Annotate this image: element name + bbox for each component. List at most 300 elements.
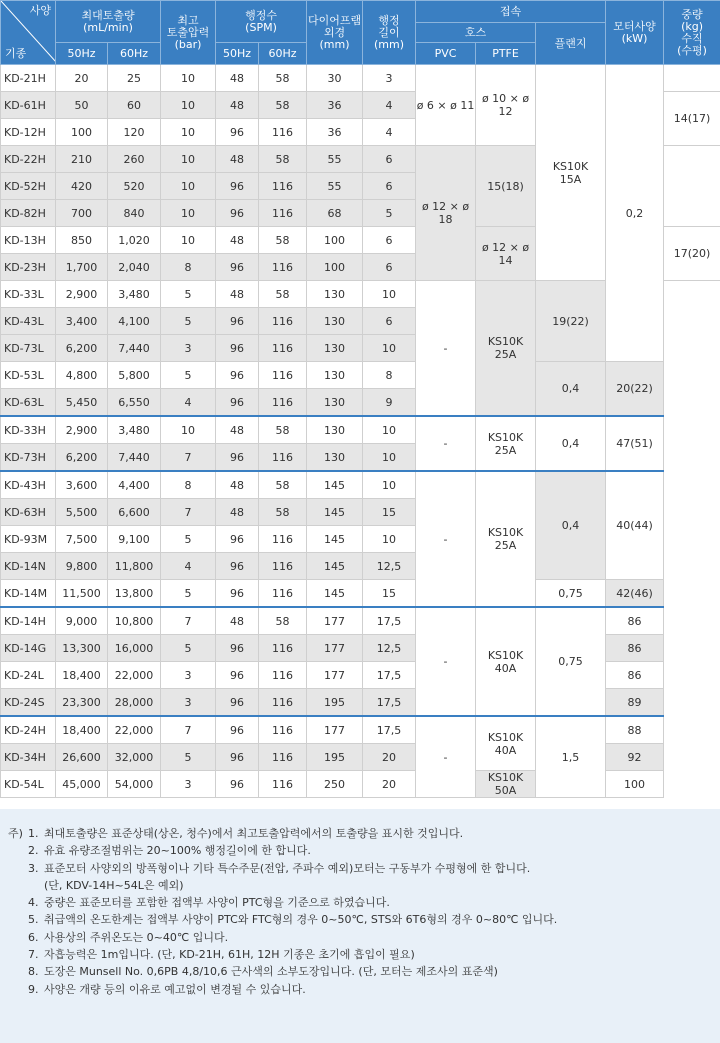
flange-cell: KS10K 40A — [476, 607, 536, 716]
table-row — [1, 607, 720, 635]
note-number: 2. — [28, 844, 39, 858]
s50-cell: 96 — [216, 580, 259, 608]
dia-cell: 195 — [307, 689, 363, 717]
weight-cell: 86 — [606, 607, 664, 635]
bar-cell: 10 — [161, 65, 216, 92]
len-cell: 6 — [363, 308, 416, 335]
dia-cell: 130 — [307, 416, 363, 444]
q50-cell: 100 — [56, 119, 108, 146]
notes-lead: 주) — [8, 827, 23, 840]
motor-header: 모터사양 (kW) — [606, 1, 664, 65]
q50-cell: 18,400 — [56, 716, 108, 744]
model-cell: KD-24S — [1, 689, 56, 717]
s50-cell: 96 — [216, 308, 259, 335]
s50-cell: 48 — [216, 65, 259, 92]
model-cell: KD-61H — [1, 92, 56, 119]
model-cell: KD-13H — [1, 227, 56, 254]
s60-cell: 58 — [259, 281, 307, 308]
q50-cell: 18,400 — [56, 662, 108, 689]
diaphragm-header: 다이어프램 외경 (mm) — [307, 1, 363, 65]
hose-header: 호스 — [416, 23, 536, 43]
q50-cell: 45,000 — [56, 771, 108, 798]
s60-cell: 116 — [259, 308, 307, 335]
dia-cell: 177 — [307, 635, 363, 662]
len-cell: 20 — [363, 744, 416, 771]
corner-top-label: 사양 — [29, 4, 51, 17]
s50-cell: 96 — [216, 254, 259, 281]
motor-cell: 0,75 — [536, 607, 606, 716]
dia-cell: 130 — [307, 389, 363, 417]
len-cell: 10 — [363, 471, 416, 499]
motor-cell: 0,2 — [606, 65, 664, 362]
len-cell: 6 — [363, 146, 416, 173]
s60-cell: 116 — [259, 200, 307, 227]
motor-cell: 0,4 — [536, 416, 606, 471]
q60-cell: 32,000 — [108, 744, 161, 771]
flange-cell: KS10K 15A — [536, 65, 606, 281]
s50-header: 50Hz — [216, 43, 259, 65]
q50-cell: 5,500 — [56, 499, 108, 526]
dia-cell: 145 — [307, 553, 363, 580]
note-number: 1. — [28, 827, 39, 840]
len-cell: 12,5 — [363, 553, 416, 580]
flange-cell: KS10K 25A — [476, 471, 536, 607]
s50-cell: 96 — [216, 200, 259, 227]
q50-cell: 4,800 — [56, 362, 108, 389]
q50-cell: 6,200 — [56, 335, 108, 362]
table-row — [1, 662, 720, 689]
s60-cell: 58 — [259, 146, 307, 173]
motor-cell: 0,4 — [536, 362, 606, 417]
s50-cell: 96 — [216, 526, 259, 553]
bar-cell: 5 — [161, 635, 216, 662]
note-text: 최대토출량은 표준상태(상온, 청수)에서 최고토출압력에서의 토출량을 표시한 것입니다. — [44, 827, 464, 840]
note-text: 표준모터 사양외의 방폭형이나 기타 특수주문(전압, 주파수 예외)모터는 구동부가 수평형에 한 합니다. — [44, 861, 531, 875]
bar-cell: 3 — [161, 771, 216, 798]
q50-cell: 700 — [56, 200, 108, 227]
flange-cell: KS10K 50A — [476, 771, 536, 798]
notes-section — [0, 809, 720, 1043]
motor-cell: 1,5 — [536, 716, 606, 798]
len-cell: 17,5 — [363, 689, 416, 717]
note-text: 사양은 개량 등의 이유로 예고없이 변경될 수 있습니다. — [44, 982, 306, 996]
dia-cell: 36 — [307, 92, 363, 119]
model-cell: KD-33H — [1, 416, 56, 444]
note-item — [8, 981, 712, 998]
s60-cell: 116 — [259, 716, 307, 744]
q60-cell: 5,800 — [108, 362, 161, 389]
len-cell: 20 — [363, 771, 416, 798]
bar-cell: 5 — [161, 281, 216, 308]
max-discharge-header: 최대토출량 (mL/min) — [56, 1, 161, 43]
dia-cell: 145 — [307, 526, 363, 553]
ptfe-header: PTFE — [476, 43, 536, 65]
s50-cell: 96 — [216, 635, 259, 662]
q50-cell: 210 — [56, 146, 108, 173]
s50-cell: 96 — [216, 662, 259, 689]
bar-cell: 3 — [161, 689, 216, 717]
bar-cell: 8 — [161, 254, 216, 281]
s50-cell: 96 — [216, 771, 259, 798]
table-row — [1, 580, 720, 608]
s50-cell: 48 — [216, 92, 259, 119]
len-cell: 12,5 — [363, 635, 416, 662]
table-row — [1, 362, 720, 389]
flange-cell: KS10K 40A — [476, 716, 536, 771]
bar-cell: 10 — [161, 200, 216, 227]
bar-cell: 7 — [161, 716, 216, 744]
note-text: 도장은 Munsell No. 0,6PB 4,8/10,6 근사색의 소부도장입니다. (단, 모터는 제조사의 표준색) — [44, 965, 498, 979]
bar-cell: 5 — [161, 744, 216, 771]
q60-cell: 260 — [108, 146, 161, 173]
model-cell: KD-14M — [1, 580, 56, 608]
note-item — [8, 911, 712, 928]
model-cell: KD-12H — [1, 119, 56, 146]
table-row — [1, 416, 720, 444]
s60-header: 60Hz — [259, 43, 307, 65]
model-cell: KD-34H — [1, 744, 56, 771]
q50-cell: 9,000 — [56, 607, 108, 635]
note-item — [8, 963, 712, 980]
s50-cell: 96 — [216, 553, 259, 580]
len-cell: 17,5 — [363, 716, 416, 744]
s50-cell: 48 — [216, 471, 259, 499]
model-cell: KD-73H — [1, 444, 56, 472]
note-item — [8, 929, 712, 946]
weight-cell: 47(51) — [606, 416, 664, 471]
note-text: 자흡능력은 1m입니다. (단, KD-21H, 61H, 12H 기종은 초기에 흡입이 필요) — [44, 948, 415, 962]
s60-cell: 116 — [259, 744, 307, 771]
table-row — [1, 65, 720, 92]
note-item — [8, 842, 712, 859]
q50-cell: 5,450 — [56, 389, 108, 417]
notes-list — [8, 825, 712, 998]
model-cell: KD-53L — [1, 362, 56, 389]
q60-cell: 16,000 — [108, 635, 161, 662]
q50-cell: 50 — [56, 92, 108, 119]
table-row — [1, 635, 720, 662]
weight-cell — [664, 65, 720, 92]
s60-cell: 58 — [259, 227, 307, 254]
dia-cell: 195 — [307, 744, 363, 771]
model-cell: KD-63H — [1, 499, 56, 526]
pvc-header: PVC — [416, 43, 476, 65]
s60-cell: 58 — [259, 607, 307, 635]
s50-cell: 96 — [216, 689, 259, 717]
q50-cell: 2,900 — [56, 416, 108, 444]
s60-cell: 116 — [259, 662, 307, 689]
s60-cell: 58 — [259, 65, 307, 92]
s60-cell: 116 — [259, 526, 307, 553]
note-text: 유효 유량조절범위는 20~100% 행정길이에 한 합니다. — [44, 844, 311, 858]
s50-cell: 48 — [216, 281, 259, 308]
model-cell: KD-24H — [1, 716, 56, 744]
s60-cell: 58 — [259, 92, 307, 119]
bar-cell: 3 — [161, 335, 216, 362]
s60-cell: 116 — [259, 689, 307, 717]
weight-cell: 92 — [606, 744, 664, 771]
q60-cell: 1,020 — [108, 227, 161, 254]
note-text: 중량은 표준모터를 포함한 접액부 사양이 PTC형을 기준으로 하였습니다. — [44, 896, 390, 910]
q50-header: 50Hz — [56, 43, 108, 65]
stroke-rate-header: 행정수 (SPM) — [216, 1, 307, 43]
dia-cell: 68 — [307, 200, 363, 227]
len-cell: 9 — [363, 389, 416, 417]
table-row — [1, 716, 720, 744]
dia-cell: 36 — [307, 119, 363, 146]
len-cell: 3 — [363, 65, 416, 92]
s50-cell: 96 — [216, 362, 259, 389]
hose-cell: - — [416, 471, 476, 607]
weight-cell: 88 — [606, 716, 664, 744]
motor-cell: 0,75 — [536, 580, 606, 608]
dia-cell: 177 — [307, 662, 363, 689]
q60-cell: 22,000 — [108, 662, 161, 689]
bar-cell: 10 — [161, 119, 216, 146]
bar-cell: 10 — [161, 173, 216, 200]
weight-cell: 40(44) — [606, 471, 664, 580]
weight-cell: 86 — [606, 662, 664, 689]
len-cell: 6 — [363, 173, 416, 200]
model-cell: KD-63L — [1, 389, 56, 417]
bar-cell: 5 — [161, 362, 216, 389]
len-cell: 10 — [363, 526, 416, 553]
dia-cell: 55 — [307, 146, 363, 173]
table-row — [1, 771, 720, 798]
weight-header: 중량 (kg) 수직 (수평) — [664, 1, 720, 65]
stroke-length-header: 행정 길이 (mm) — [363, 1, 416, 65]
q60-cell: 9,100 — [108, 526, 161, 553]
q60-cell: 840 — [108, 200, 161, 227]
q60-cell: 25 — [108, 65, 161, 92]
s60-cell: 116 — [259, 173, 307, 200]
len-cell: 6 — [363, 227, 416, 254]
q60-cell: 11,800 — [108, 553, 161, 580]
len-cell: 10 — [363, 444, 416, 472]
hose-cell: - — [416, 281, 476, 417]
flange-cell: KS10K 25A — [476, 281, 536, 417]
model-cell: KD-14N — [1, 553, 56, 580]
corner-header — [1, 1, 56, 65]
note-number: 6. — [28, 930, 39, 944]
q60-cell: 7,440 — [108, 335, 161, 362]
s50-cell: 96 — [216, 173, 259, 200]
connection-header: 접속 — [416, 1, 606, 23]
q60-cell: 3,480 — [108, 281, 161, 308]
model-cell: KD-33L — [1, 281, 56, 308]
dia-cell: 130 — [307, 444, 363, 472]
weight-cell: 15(18) — [476, 146, 536, 227]
hose-cell: - — [416, 716, 476, 798]
s50-cell: 96 — [216, 716, 259, 744]
bar-cell: 7 — [161, 607, 216, 635]
q50-cell: 9,800 — [56, 553, 108, 580]
corner-bottom-label: 기종 — [5, 47, 27, 60]
q50-cell: 26,600 — [56, 744, 108, 771]
max-pressure-header: 최고 토출압력 (bar) — [161, 1, 216, 65]
dia-cell: 130 — [307, 281, 363, 308]
note-number: 5. — [28, 913, 39, 927]
len-cell: 8 — [363, 362, 416, 389]
dia-cell: 130 — [307, 308, 363, 335]
flange-cell: KS10K 25A — [476, 416, 536, 471]
bar-cell: 3 — [161, 662, 216, 689]
q60-cell: 6,600 — [108, 499, 161, 526]
q50-cell: 13,300 — [56, 635, 108, 662]
s60-cell: 116 — [259, 389, 307, 417]
s50-cell: 96 — [216, 389, 259, 417]
note-text: 사용상의 주위온도는 0~40℃ 입니다. — [44, 930, 229, 944]
q60-cell: 2,040 — [108, 254, 161, 281]
weight-cell: 17(20) — [664, 227, 720, 281]
bar-cell: 8 — [161, 471, 216, 499]
q50-cell: 420 — [56, 173, 108, 200]
s60-cell: 116 — [259, 335, 307, 362]
weight-cell: 89 — [606, 689, 664, 717]
dia-cell: 130 — [307, 335, 363, 362]
note-item — [8, 860, 712, 877]
ptfe-cell: ø 12 × ø 14 — [476, 227, 536, 281]
model-cell: KD-14G — [1, 635, 56, 662]
bar-cell: 5 — [161, 580, 216, 608]
note-number: 9. — [28, 982, 39, 996]
note-number: 7. — [28, 948, 39, 962]
q50-cell: 3,600 — [56, 471, 108, 499]
s50-cell: 96 — [216, 744, 259, 771]
bar-cell: 5 — [161, 308, 216, 335]
s60-cell: 116 — [259, 553, 307, 580]
bar-cell: 7 — [161, 499, 216, 526]
q60-cell: 13,800 — [108, 580, 161, 608]
model-cell: KD-52H — [1, 173, 56, 200]
q60-cell: 4,400 — [108, 471, 161, 499]
bar-cell: 10 — [161, 146, 216, 173]
model-cell: KD-93M — [1, 526, 56, 553]
s60-cell: 116 — [259, 771, 307, 798]
table-row — [1, 471, 720, 499]
q50-cell: 11,500 — [56, 580, 108, 608]
hose-cell: - — [416, 416, 476, 471]
weight-cell: 86 — [606, 635, 664, 662]
q60-cell: 520 — [108, 173, 161, 200]
q60-cell: 10,800 — [108, 607, 161, 635]
model-cell: KD-21H — [1, 65, 56, 92]
pvc-cell: ø 12 × ø 18 — [416, 146, 476, 281]
table-row — [1, 689, 720, 717]
q50-cell: 2,900 — [56, 281, 108, 308]
q60-cell: 60 — [108, 92, 161, 119]
motor-cell: 0,4 — [536, 471, 606, 580]
note-item — [8, 894, 712, 911]
q60-header: 60Hz — [108, 43, 161, 65]
s60-cell: 116 — [259, 254, 307, 281]
model-cell: KD-54L — [1, 771, 56, 798]
len-cell: 15 — [363, 580, 416, 608]
dia-cell: 145 — [307, 580, 363, 608]
bar-cell: 10 — [161, 227, 216, 254]
note-text: 취급액의 온도한계는 접액부 사양이 PTC와 FTC형의 경우 0~50℃, STS와 6T6형의 경우 0~80℃ 입니다. — [44, 913, 558, 927]
q50-cell: 3,400 — [56, 308, 108, 335]
q60-cell: 4,100 — [108, 308, 161, 335]
weight-cell: 14(17) — [664, 92, 720, 146]
note-number: 3. — [28, 861, 39, 875]
len-cell: 10 — [363, 335, 416, 362]
dia-cell: 30 — [307, 65, 363, 92]
s60-cell: 116 — [259, 119, 307, 146]
len-cell: 17,5 — [363, 662, 416, 689]
dia-cell: 177 — [307, 607, 363, 635]
dia-cell: 100 — [307, 227, 363, 254]
q50-cell: 850 — [56, 227, 108, 254]
s50-cell: 96 — [216, 119, 259, 146]
weight-cell: 100 — [606, 771, 664, 798]
q60-cell: 6,550 — [108, 389, 161, 417]
spec-body — [1, 65, 720, 798]
q50-cell: 1,700 — [56, 254, 108, 281]
model-cell: KD-43L — [1, 308, 56, 335]
len-cell: 10 — [363, 416, 416, 444]
s60-cell: 58 — [259, 416, 307, 444]
bar-cell: 7 — [161, 444, 216, 472]
note-number: 4. — [28, 896, 39, 910]
s60-cell: 58 — [259, 499, 307, 526]
model-cell: KD-23H — [1, 254, 56, 281]
dia-cell: 55 — [307, 173, 363, 200]
s60-cell: 116 — [259, 444, 307, 472]
note-item — [8, 877, 712, 894]
model-cell: KD-73L — [1, 335, 56, 362]
s50-cell: 48 — [216, 416, 259, 444]
q60-cell: 3,480 — [108, 416, 161, 444]
note-number: 8. — [28, 965, 39, 979]
s60-cell: 116 — [259, 362, 307, 389]
len-cell: 17,5 — [363, 607, 416, 635]
model-cell: KD-82H — [1, 200, 56, 227]
q60-cell: 28,000 — [108, 689, 161, 717]
dia-cell: 145 — [307, 471, 363, 499]
s50-cell: 48 — [216, 146, 259, 173]
dia-cell: 250 — [307, 771, 363, 798]
q50-cell: 20 — [56, 65, 108, 92]
s50-cell: 48 — [216, 227, 259, 254]
ptfe-cell: ø 10 × ø 12 — [476, 65, 536, 146]
len-cell: 5 — [363, 200, 416, 227]
weight-cell: 42(46) — [606, 580, 664, 608]
dia-cell: 177 — [307, 716, 363, 744]
s50-cell: 96 — [216, 335, 259, 362]
dia-cell: 100 — [307, 254, 363, 281]
dia-cell: 145 — [307, 499, 363, 526]
bar-cell: 5 — [161, 526, 216, 553]
model-cell: KD-43H — [1, 471, 56, 499]
weight-cell: 20(22) — [606, 362, 664, 417]
q60-cell: 22,000 — [108, 716, 161, 744]
len-cell: 6 — [363, 254, 416, 281]
len-cell: 4 — [363, 119, 416, 146]
s50-cell: 48 — [216, 607, 259, 635]
s50-cell: 48 — [216, 499, 259, 526]
flange-header: 플랜지 — [536, 23, 606, 65]
q50-cell: 23,300 — [56, 689, 108, 717]
q60-cell: 120 — [108, 119, 161, 146]
len-cell: 4 — [363, 92, 416, 119]
q60-cell: 7,440 — [108, 444, 161, 472]
bar-cell: 4 — [161, 553, 216, 580]
s60-cell: 116 — [259, 635, 307, 662]
q50-cell: 7,500 — [56, 526, 108, 553]
model-cell: KD-24L — [1, 662, 56, 689]
model-cell: KD-22H — [1, 146, 56, 173]
